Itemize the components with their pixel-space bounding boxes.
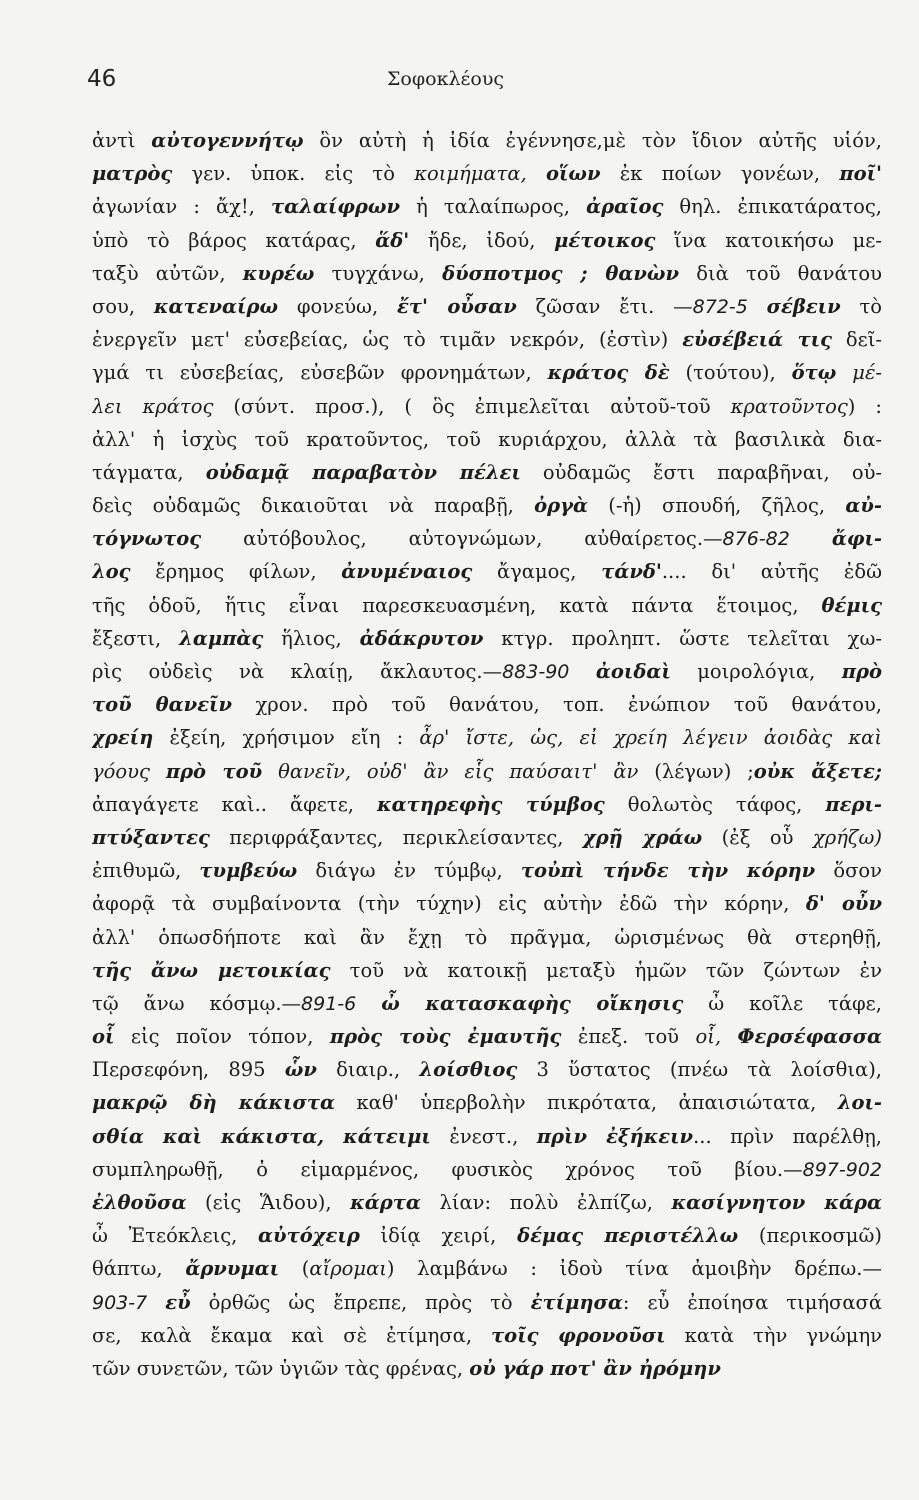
text-segment: ) : <box>847 394 882 418</box>
line-number-ref: 903-7 <box>92 1291 148 1314</box>
text-segment: τῶν συνετῶν, τῶν ὑγιῶν τὰς φρένας, <box>92 1356 470 1380</box>
text-segment: εἰς ποῖον τόπον, <box>114 1025 330 1049</box>
commentary-text <box>92 124 882 1385</box>
text-segment: κρατοῦντος <box>730 394 848 418</box>
text-segment: δεὶς οὐδαμῶς δικαιοῦται νὰ παραβῇ, <box>92 494 535 518</box>
text-line <box>92 954 882 987</box>
text-segment: (ἐξ οὗ <box>702 825 813 849</box>
text-segment: γεν. ὑποκ. εἰς τὸ <box>172 162 415 186</box>
text-segment: τῷ ἄνω κόσμῳ.— <box>92 991 302 1015</box>
text-segment: κτγρ. προληπτ. ὥστε τελεῖται χω- <box>483 626 882 650</box>
text-segment: ἀπαγάγετε καὶ.. ἄφετε, <box>92 792 377 816</box>
lemma: τῆς ἄνω μετοικίας <box>92 958 331 982</box>
text-line <box>92 456 882 489</box>
lemma: μακρῷ δὴ κάκιστα <box>92 1091 335 1115</box>
lemma: ποῖ' <box>839 162 882 186</box>
lemma: κατεναίρω <box>153 294 279 318</box>
text-line <box>92 721 882 754</box>
text-segment: ἀφορᾷ τὰ συμβαίνοντα (τὴν τύχην) εἰς αὐτὴν ἐδῶ τὴν κόρην, <box>92 892 806 916</box>
lemma: τοῖς φρονοῦσι <box>491 1323 666 1347</box>
lemma: ἐτίμησα <box>530 1290 623 1314</box>
text-segment: ἐπιθυμῶ, <box>92 859 200 883</box>
text-segment: μοιρολόγια, <box>670 660 842 683</box>
text-segment: ὅσον <box>815 859 882 883</box>
text-segment: ἵνα κατοικήσω με- <box>655 228 882 252</box>
text-line <box>92 157 882 190</box>
lemma: λαμπὰς <box>179 626 264 650</box>
text-segment: αἴρομαι <box>309 1257 387 1281</box>
text-line <box>92 887 882 920</box>
text-segment <box>836 361 852 384</box>
text-segment: ἀγωνίαν : ἄχ!, <box>92 195 272 219</box>
text-segment <box>262 760 278 783</box>
lemma: οἷ <box>92 1025 115 1049</box>
lemma: λος <box>92 560 131 584</box>
text-segment: χρήζω) <box>812 825 882 849</box>
text-line <box>92 921 882 954</box>
lemma: κάρτα <box>350 1191 421 1214</box>
text-line <box>92 390 882 423</box>
text-line <box>92 1319 882 1352</box>
text-segment: θηλ. ἐπικατάρατος, <box>663 195 882 219</box>
lemma: λοίσθιος <box>419 1058 518 1082</box>
lemma: κράτος δὲ <box>547 361 670 385</box>
lemma: λοι- <box>837 1091 882 1115</box>
lemma: ὦ κατασκαφὴς οἴκησις <box>381 991 684 1015</box>
lemma: ἄφι- <box>831 527 882 551</box>
lemma: πτύξαντες <box>92 825 210 849</box>
text-segment: ) λαμβάνω : ἰδοὺ τίνα ἀμοιβὴν δρέπω.— <box>386 1257 882 1281</box>
text-segment: ἆρ' ἴστε, ὡς, εἰ χρείη λέγειν ἀοιδὰς καὶ <box>419 726 882 750</box>
lemma: δ' οὖν <box>805 892 882 916</box>
lemma: ἀδάκρυτον <box>359 626 484 650</box>
lemma: χρῇ χράω <box>582 825 703 849</box>
text-line <box>92 854 882 887</box>
text-line <box>92 1120 882 1153</box>
text-line <box>92 190 882 223</box>
text-line <box>92 257 882 290</box>
text-line <box>92 987 882 1020</box>
lemma: ἀραῖος <box>586 195 664 219</box>
text-segment: (εἰς Ἅιδου), <box>186 1191 351 1214</box>
text-segment: : εὖ ἐποίησα τιμήσασά <box>622 1290 882 1314</box>
text-segment: θάπτω, <box>92 1257 186 1281</box>
text-segment: κατὰ τὴν γνώμην <box>665 1323 882 1347</box>
lemma: κασίγνητον κάρα <box>671 1191 882 1214</box>
lemma: κατηρεφὴς τύμβος <box>376 792 605 816</box>
page-header <box>87 66 859 106</box>
text-segment: ὦ Ἐτεόκλεις, <box>92 1224 259 1248</box>
text-line <box>92 356 882 389</box>
text-segment: ἡ ταλαίπωρος, <box>400 195 587 219</box>
text-line <box>92 124 882 157</box>
text-segment: ὦ κοῖλε τάφε, <box>683 991 882 1015</box>
text-segment: ζῶσαν ἔτι. — <box>516 294 693 318</box>
text-segment: οἷ, <box>695 1025 722 1049</box>
text-segment: ρὶς οὐδεὶς νὰ κλαίῃ, ἄκλαυτος.— <box>92 660 503 683</box>
text-line <box>92 1186 882 1219</box>
text-segment: ἐνεργεῖν μετ' εὐσεβείας, ὡς τὸ τιμᾶν νεκρόν, (ἐστὶν) <box>92 328 683 352</box>
text-segment: φονεύω, <box>278 294 397 318</box>
lemma: θέμις <box>821 593 882 617</box>
text-segment: (περικοσμῶ) <box>738 1224 882 1248</box>
text-segment: ἔρημος φίλων, <box>130 560 342 584</box>
lemma: ὧν <box>284 1058 317 1082</box>
lemma: σθία καὶ κάκιστα, κάτειμι <box>92 1124 431 1148</box>
line-number-ref: 883-90 <box>502 661 570 683</box>
lemma: οὐδαμᾷ παραβατὸν πέλει <box>205 460 521 484</box>
text-segment: συμπληρωθῇ, ὁ εἱμαρμένος, φυσικὸς χρόνος τοῦ βίου.— <box>92 1157 803 1181</box>
text-line <box>92 1352 882 1385</box>
text-segment: ἀντὶ <box>92 129 152 152</box>
text-segment: ταξὺ αὐτῶν, <box>92 261 243 285</box>
lemma: αὐτόχειρ <box>258 1224 360 1248</box>
text-segment: τῆς ὁδοῦ, ἥτις εἶναι παρεσκευασμένη, κατὰ πάντα ἕτοιμος, <box>92 593 822 617</box>
text-segment: ἥλιος, <box>263 626 360 650</box>
lemma: δύσποτμος ; θανὼν <box>442 261 680 285</box>
text-line <box>92 423 882 456</box>
text-segment: ... πρὶν παρέλθῃ, <box>693 1124 882 1148</box>
text-segment: σε, καλὰ ἔκαμα καὶ σὲ ἐτίμησα, <box>92 1323 492 1347</box>
text-segment: οὐδαμῶς ἔστι παραβῆναι, οὐ- <box>520 460 882 484</box>
text-segment: θανεῖν, οὐδ' ἂν εἷς παύσαιτ' ἂν <box>278 759 639 783</box>
text-segment: (-ἡ) σπουδή, ζῆλος, <box>587 494 846 518</box>
text-line <box>92 655 882 688</box>
text-segment: ἐνεστ., <box>430 1124 537 1148</box>
text-segment: τυγχάνω, <box>314 261 443 285</box>
line-number-ref: 876-82 <box>722 528 790 551</box>
lemma: ὀργὰ <box>534 494 588 518</box>
lemma: ἀοιδαὶ <box>595 660 671 683</box>
text-segment: ὑπὸ τὸ βάρος κατάρας, <box>92 228 376 252</box>
lemma: εὐσέβειά τις <box>682 328 832 352</box>
lemma: σέβειν <box>766 294 841 318</box>
text-segment: μέ- <box>852 361 882 385</box>
lemma: τόγνωτος <box>92 527 202 551</box>
text-line <box>92 755 882 788</box>
text-line <box>92 688 882 721</box>
lemma: ἐλθοῦσα <box>92 1191 187 1214</box>
lemma: τυμβεύω <box>199 859 298 883</box>
text-segment: διάγω ἐν τύμβῳ, <box>297 859 521 883</box>
lemma: ματρὸς <box>92 162 173 186</box>
lemma: οὐ γάρ ποτ' ἂν ἠρόμην <box>469 1356 721 1380</box>
text-line <box>92 1153 882 1186</box>
text-segment: ἐπεξ. τοῦ <box>561 1025 696 1049</box>
text-segment: ( <box>279 1257 310 1281</box>
lemma: πρὶν ἐξήκειν <box>536 1124 694 1148</box>
text-segment: ἐξείη, χρήσιμον εἴη : <box>153 726 420 750</box>
text-segment: λει κράτος <box>92 394 214 418</box>
text-segment: κοιμήματα, <box>414 162 527 186</box>
lemma: τάνδ' <box>601 560 662 584</box>
text-line <box>92 1219 882 1252</box>
text-line <box>92 224 882 257</box>
text-segment: σου, <box>92 294 154 318</box>
text-segment: καθ' ὑπερβολὴν πικρότατα, ἀπαισιώτατα, <box>334 1091 838 1115</box>
text-line <box>92 589 882 622</box>
text-line <box>92 622 882 655</box>
lemma: χρείη <box>92 726 154 750</box>
text-segment: τάγματα, <box>92 460 206 484</box>
lemma: οὐκ ἄξετε; <box>753 759 882 783</box>
lemma: κυρέω <box>242 261 315 285</box>
text-line <box>92 1252 882 1285</box>
text-segment <box>527 162 546 185</box>
lemma: Φερσέφασσα <box>737 1025 882 1049</box>
text-line <box>92 290 882 323</box>
lemma: πρὸ τοῦ <box>165 759 263 783</box>
lemma: οἵων <box>545 162 601 186</box>
running-title: Σοφοκλέους <box>387 68 505 90</box>
lemma: αὐτογεννήτῳ <box>151 129 304 152</box>
line-number-ref: 897-902 <box>802 1158 882 1181</box>
text-line <box>92 1286 882 1319</box>
text-segment <box>790 527 832 550</box>
lemma: ἔτ' οὖσαν <box>396 294 517 318</box>
text-segment: διὰ τοῦ θανάτου <box>679 261 882 285</box>
text-segment: λίαν: πολὺ ἐλπίζω, <box>420 1191 672 1214</box>
text-line <box>92 555 882 588</box>
lemma: ταλαίφρων <box>271 195 400 219</box>
text-segment: ὃν αὐτὴ ἡ ἰδία ἐγέννησε,μὲ τὸν ἴδιον αὐτῆς υἱόν, <box>303 129 882 152</box>
text-segment <box>147 1291 165 1314</box>
text-segment: δεῖ- <box>832 328 882 352</box>
text-segment: γμά τι εὐσεβείας, εὐσεβῶν φρονημάτων, <box>92 361 548 385</box>
lemma: εὖ <box>165 1290 191 1314</box>
text-segment: .... δι' αὐτῆς ἐδῶ <box>661 560 882 584</box>
text-segment: τοῦ νὰ κατοικῇ μεταξὺ ἡμῶν τῶν ζώντων ἐν <box>330 958 882 982</box>
text-segment <box>569 660 595 683</box>
lemma: ἄρνυμαι <box>185 1257 280 1281</box>
text-segment: (τούτου), <box>669 361 792 385</box>
lemma: πρὸ <box>841 660 882 683</box>
text-line <box>92 323 882 356</box>
lemma: ἅδ' <box>375 228 410 252</box>
lemma: τοῦ θανεῖν <box>92 693 233 717</box>
text-segment: διαιρ., <box>316 1058 420 1082</box>
text-segment: ἔξεστι, <box>92 626 180 650</box>
text-segment <box>356 992 381 1015</box>
text-segment: ἰδίᾳ χειρί, <box>359 1224 518 1248</box>
text-segment: γόους <box>92 759 166 783</box>
text-line <box>92 1086 882 1119</box>
line-number-ref: 872-5 <box>692 295 748 318</box>
text-segment: 3 ὕστατος (πνέω τὰ λοίσθια), <box>517 1058 882 1082</box>
text-segment: (λέγων) ; <box>638 759 754 783</box>
text-line <box>92 1020 882 1053</box>
text-segment: αὐτόβουλος, αὐτογνώμων, αὐθαίρετος.— <box>201 527 723 551</box>
lemma: τοὐπὶ τήνδε τὴν κόρην <box>520 859 816 883</box>
text-segment: ἐκ ποίων γονέων, <box>600 162 840 186</box>
text-line <box>92 788 882 821</box>
text-line <box>92 1053 882 1086</box>
text-segment: ἀλλ' ὁπωσδήποτε καὶ ἂν ἔχῃ τὸ πρᾶγμα, ὡρισμένως θὰ στερηθῇ, <box>92 925 882 949</box>
text-segment <box>721 1025 737 1048</box>
text-segment: Περσεφόνη, 895 <box>92 1058 285 1082</box>
line-number-ref: 891-6 <box>301 992 357 1015</box>
text-segment: ἤδε, ἰδού, <box>409 228 555 252</box>
text-line <box>92 489 882 522</box>
lemma: ὅτῳ <box>791 361 837 385</box>
text-segment: χρον. πρὸ τοῦ θανάτου, τοπ. ἐνώπιον τοῦ θανάτου, <box>232 693 882 717</box>
text-segment <box>748 295 767 318</box>
text-line <box>92 821 882 854</box>
text-segment: ἄγαμος, <box>472 560 602 584</box>
lemma: μέτοικος <box>554 228 656 252</box>
lemma: περι- <box>825 792 882 816</box>
text-segment: περιφράξαντες, περικλείσαντες, <box>209 825 583 849</box>
lemma: αὐ- <box>845 494 882 518</box>
text-segment: τὸ <box>840 294 882 318</box>
lemma: πρὸς τοὺς ἐμαυτῆς <box>329 1025 562 1049</box>
lemma: δέμας περιστέλλω <box>517 1224 739 1248</box>
page-number: 46 <box>87 66 117 92</box>
lemma: ἀνυμέναιος <box>341 560 473 584</box>
text-line <box>92 522 882 555</box>
text-segment: (σύντ. προσ.), ( ὃς ἐπιμελεῖται αὐτοῦ-τοῦ <box>213 394 731 418</box>
text-segment: ἀλλ' ἡ ἰσχὺς τοῦ κρατοῦντος, τοῦ κυριάρχου, ἀλλὰ τὰ βασιλικὰ δια- <box>92 427 882 451</box>
text-segment: θολωτὸς τάφος, <box>604 792 826 816</box>
text-segment: ὀρθῶς ὡς ἔπρεπε, πρὸς τὸ <box>190 1290 531 1314</box>
